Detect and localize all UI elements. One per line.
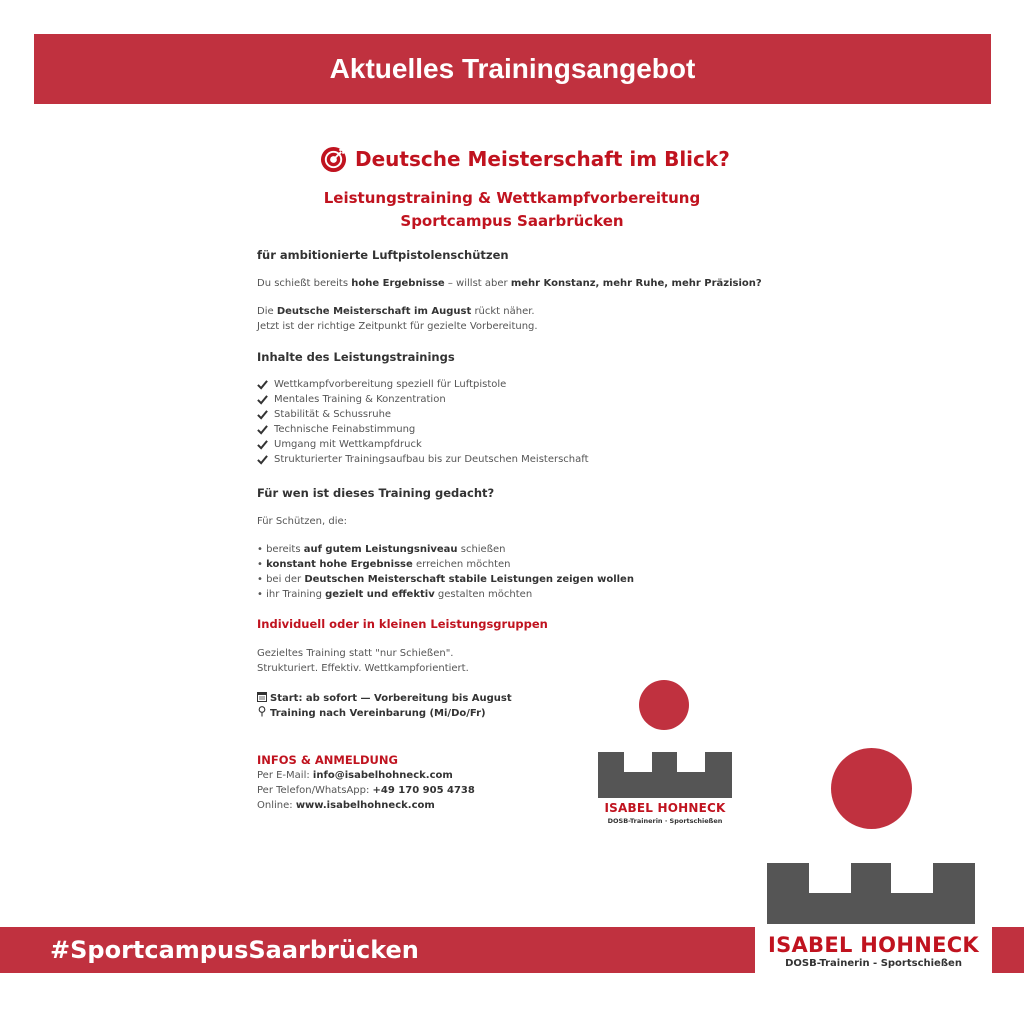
list-item — [257, 572, 634, 587]
phone-link[interactable]: +49 170 905 4738 — [372, 785, 475, 796]
target-icon — [320, 146, 347, 173]
schedule-text: Training nach Vereinbarung (Mi/Do/Fr) — [270, 708, 486, 719]
list-item — [257, 407, 589, 422]
pin-icon — [257, 706, 267, 717]
flyer-headline — [320, 143, 730, 175]
bullet-pre: • bereits — [257, 544, 301, 555]
logo-name: ISABEL HOHNECK — [604, 801, 726, 815]
bullet-post: gestalten möchten — [437, 589, 533, 600]
logo-dot — [831, 748, 912, 829]
dm-bold: Deutsche Meisterschaft im August — [276, 306, 472, 317]
bullet-post: schießen — [460, 544, 506, 555]
format-line2: Strukturiert. Effektiv. Wettkampforientiert. — [257, 663, 469, 674]
intro-bold-1: hohe Ergebnisse — [351, 278, 445, 289]
format-line1: Gezieltes Training statt "nur Schießen". — [257, 648, 454, 659]
phone-label: Per Telefon/WhatsApp: — [257, 785, 370, 796]
logo-subtitle: DOSB-Trainerin · Sportschießen — [607, 817, 723, 825]
contents-item-label: Umgang mit Wettkampfdruck — [274, 439, 422, 450]
contents-item-label: Mentales Training & Konzentration — [274, 394, 446, 405]
target-heading: Für wen ist dieses Training gedacht? — [257, 486, 495, 500]
start-text: Start: ab sofort — Vorbereitung bis August — [270, 693, 512, 704]
bullet-post: erreichen möchten — [415, 559, 511, 570]
checkmark-icon — [257, 379, 268, 390]
target-intro: Für Schützen, die: — [257, 516, 348, 527]
checkmark-icon — [257, 424, 268, 435]
contents-list — [257, 377, 589, 467]
calendar-icon — [257, 691, 267, 702]
bullet-bold: auf gutem Leistungsniveau — [303, 544, 458, 555]
logo-name: ISABEL HOHNECK — [767, 933, 980, 957]
intro-paragraph — [257, 278, 762, 289]
hashtag: #SportcampusSaarbrücken — [50, 936, 419, 964]
list-item — [257, 452, 589, 467]
list-item — [257, 392, 589, 407]
web-link[interactable]: www.isabelhohneck.com — [295, 800, 435, 811]
target-list — [257, 542, 634, 602]
intro-text-1: Du schießt bereits — [257, 278, 349, 289]
contents-item-label: Stabilität & Schussruhe — [274, 409, 392, 420]
subhead-line1: Leistungstraining & Wettkampfvorbereitung — [323, 189, 701, 207]
tower-icon — [767, 863, 975, 933]
contents-item-label: Technische Feinabstimmung — [274, 424, 416, 435]
list-item — [257, 587, 634, 602]
subhead-line2: Sportcampus Saarbrücken — [400, 212, 624, 230]
checkmark-icon — [257, 394, 268, 405]
schedule-line — [257, 706, 486, 719]
bullet-bold: gezielt und effektiv — [325, 589, 435, 600]
bullet-bold: Deutschen Meisterschaft stabile Leistungen zeigen wollen — [304, 574, 634, 585]
bullet-pre: • bei der — [257, 574, 302, 585]
checkmark-icon — [257, 439, 268, 450]
list-item — [257, 542, 634, 557]
contact-web — [257, 800, 435, 811]
banner-title: Aktuelles Trainingsangebot — [329, 53, 696, 84]
contents-heading: Inhalte des Leistungstrainings — [257, 350, 455, 364]
contact-phone — [257, 785, 475, 796]
dm-paragraph — [257, 306, 535, 317]
email-link[interactable]: info@isabelhohneck.com — [312, 770, 453, 781]
contents-item-label: Wettkampfvorbereitung speziell für Luftpistole — [274, 379, 507, 390]
bullet-pre: • — [257, 559, 263, 570]
logo-large — [755, 748, 992, 978]
tower-icon — [598, 752, 732, 798]
web-label: Online: — [257, 800, 293, 811]
format-heading: Individuell oder in kleinen Leistungsgruppen — [257, 617, 548, 631]
logo-small — [598, 680, 732, 830]
dm-text-2: rückt näher. — [474, 306, 535, 317]
logo-dot — [639, 680, 689, 730]
checkmark-icon — [257, 409, 268, 420]
contents-item-label: Strukturierter Trainingsaufbau bis zur Deutschen Meisterschaft — [274, 454, 589, 465]
start-line — [257, 691, 512, 704]
contact-heading: INFOS & ANMELDUNG — [257, 753, 398, 767]
logo-subtitle: DOSB-Trainerin - Sportschießen — [785, 958, 962, 969]
top-banner — [34, 34, 991, 104]
headline-text: Deutsche Meisterschaft im Blick? — [355, 147, 730, 171]
list-item — [257, 377, 589, 392]
checkmark-icon — [257, 454, 268, 465]
intro-bold-2: mehr Konstanz, mehr Ruhe, mehr Präzision? — [510, 278, 762, 289]
bullet-pre: • ihr Training — [257, 589, 322, 600]
bullet-bold: konstant hohe Ergebnisse — [266, 559, 413, 570]
contact-email — [257, 770, 453, 781]
audience-heading: für ambitionierte Luftpistolenschützen — [257, 248, 509, 262]
dm-text-1: Die — [257, 306, 274, 317]
list-item — [257, 437, 589, 452]
dm-line2: Jetzt ist der richtige Zeitpunkt für gezielte Vorbereitung. — [257, 321, 538, 332]
email-label: Per E-Mail: — [257, 770, 310, 781]
list-item — [257, 422, 589, 437]
intro-text-2: – willst aber — [444, 278, 508, 289]
list-item — [257, 557, 634, 572]
